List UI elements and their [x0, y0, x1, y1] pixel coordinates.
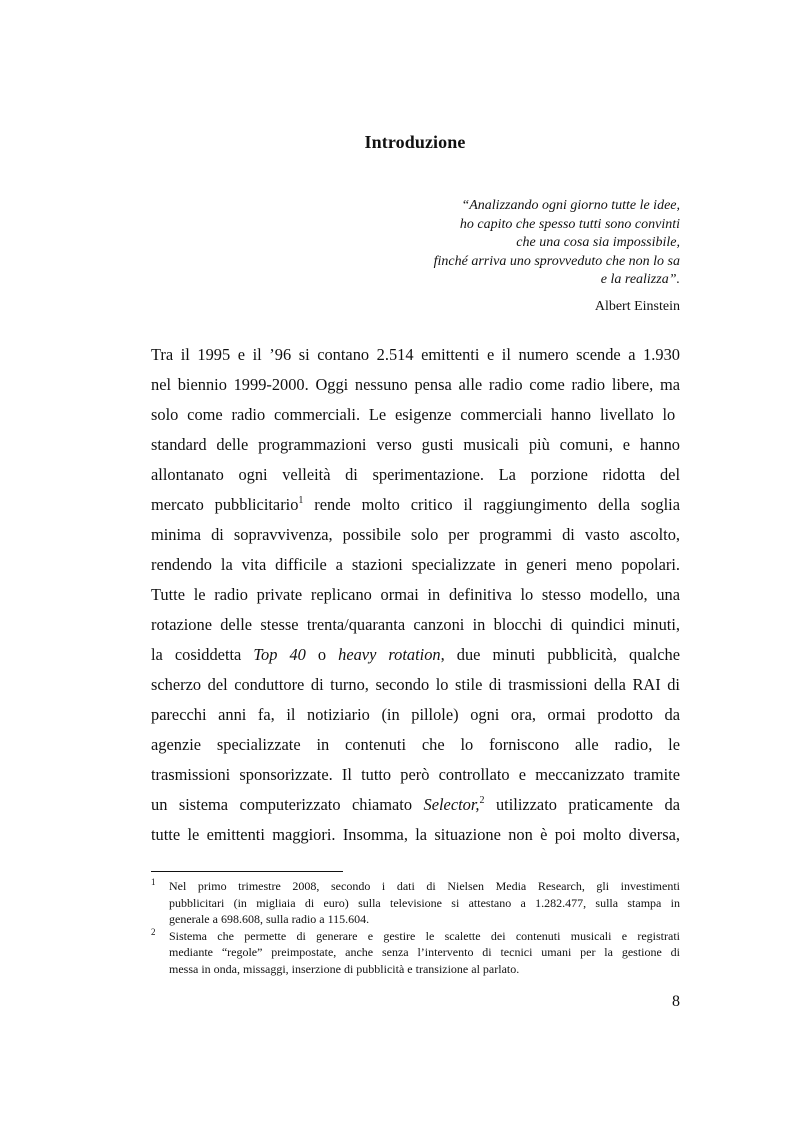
footnote-separator: [151, 871, 343, 872]
footnote-line: Nel primo trimestre 2008, secondo i dati di Nielsen Media Research, gli investimenti: [169, 879, 680, 893]
text-run: , due minuti pubblicità, qualche: [440, 645, 680, 664]
epigraph-line: che una cosa sia impossibile,: [516, 235, 680, 250]
page-number: 8: [672, 993, 680, 1010]
paragraph-line: parecchi anni fa, il notiziario (in pillole) ogni ora, ormai prodotto da: [151, 705, 680, 724]
text-run: la cosiddetta: [151, 645, 254, 664]
paragraph-line: standard delle programmazioni verso gusti musicali più comuni, e hanno: [151, 435, 680, 454]
epigraph-line: ho capito che spesso tutti sono convinti: [459, 216, 680, 232]
footnote-1: [151, 878, 680, 928]
italic-term: Top 40: [253, 645, 306, 664]
text-run: o: [305, 645, 339, 664]
paragraph-line: minima di sopravvivenza, possibile solo per programmi di vasto ascolto,: [151, 525, 680, 544]
text-run: utilizzato praticamente da: [484, 795, 680, 814]
footnote-2: [151, 928, 680, 978]
footnote-line: Sistema che permette di generare e gestire le scalette dei contenuti musicali e registrati: [169, 928, 680, 943]
epigraph-line: “Analizzando ogni giorno tutte le idee,: [461, 198, 680, 213]
epigraph-line: finché arriva uno sprovveduto che non lo sa: [433, 253, 680, 269]
italic-term: Selector,: [423, 795, 480, 814]
paragraph-line: [151, 490, 680, 520]
paragraph-line: scherzo del conduttore di turno, secondo lo stile di trasmissioni della RAI di: [151, 675, 680, 694]
epigraph-line: e la realizza”.: [600, 272, 680, 287]
footnotes: [151, 878, 680, 977]
footnote-number: 2: [151, 926, 156, 937]
epigraph-quote: [434, 197, 680, 290]
paragraph-line: rotazione delle stesse trenta/quaranta canzoni in blocchi di quindici minuti,: [151, 615, 680, 634]
paragraph-line: [151, 640, 680, 670]
text-run: mercato pubblicitario: [151, 495, 299, 514]
paragraph-line: trasmissioni sponsorizzate. Il tutto però controllato e meccanizzato tramite: [151, 765, 680, 784]
footnote-number: 1: [151, 877, 156, 887]
text-run: rende molto critico il raggiungimento della soglia: [303, 495, 680, 514]
body-paragraph: [151, 340, 680, 850]
footnote-line: mediante “regole” preimpostate, anche senza l’intervento di tecnici umani per la gestione di: [169, 945, 680, 959]
text-run: un sistema computerizzato chiamato: [151, 795, 424, 814]
paragraph-line: Tutte le radio private replicano ormai in definitiva lo stesso modello, una: [151, 585, 680, 604]
paragraph-line: agenzie specializzate in contenuti che lo forniscono alle radio, le: [151, 735, 680, 754]
epigraph-author: Albert Einstein: [594, 299, 680, 314]
footnote-ref-2[interactable]: 2: [479, 795, 485, 806]
footnote-line: pubblicitari (in migliaia di euro) sulla televisione si attestano a 1.282.477, sulla stampa in: [169, 895, 680, 910]
paragraph-line: tutte le emittenti maggiori. Insomma, la situazione non è poi molto diversa,: [151, 825, 680, 844]
paragraph-line: solo come radio commerciali. Le esigenze commerciali hanno livellato lo: [151, 405, 676, 424]
footnote-line: messa in onda, missaggi, inserzione di pubblicità e transizione al parlato.: [169, 961, 520, 976]
italic-term: heavy rotation: [338, 645, 441, 664]
page-title: Introduzione: [364, 132, 466, 152]
paragraph-line: nel biennio 1999-2000. Oggi nessuno pensa alle radio come radio libere, ma: [151, 375, 680, 394]
footnote-ref-1[interactable]: 1: [298, 495, 304, 506]
paragraph-line: Tra il 1995 e il ’96 si contano 2.514 emittenti e il numero scende a 1.930: [151, 345, 680, 364]
paragraph-line: allontanato ogni velleità di sperimentazione. La porzione ridotta del: [151, 465, 680, 484]
paragraph-line: [151, 790, 680, 820]
paragraph-line: rendendo la vita difficile a stazioni specializzate in generi meno popolari.: [151, 555, 680, 574]
footnote-line: generale a 698.608, sulla radio a 115.604.: [169, 912, 370, 926]
